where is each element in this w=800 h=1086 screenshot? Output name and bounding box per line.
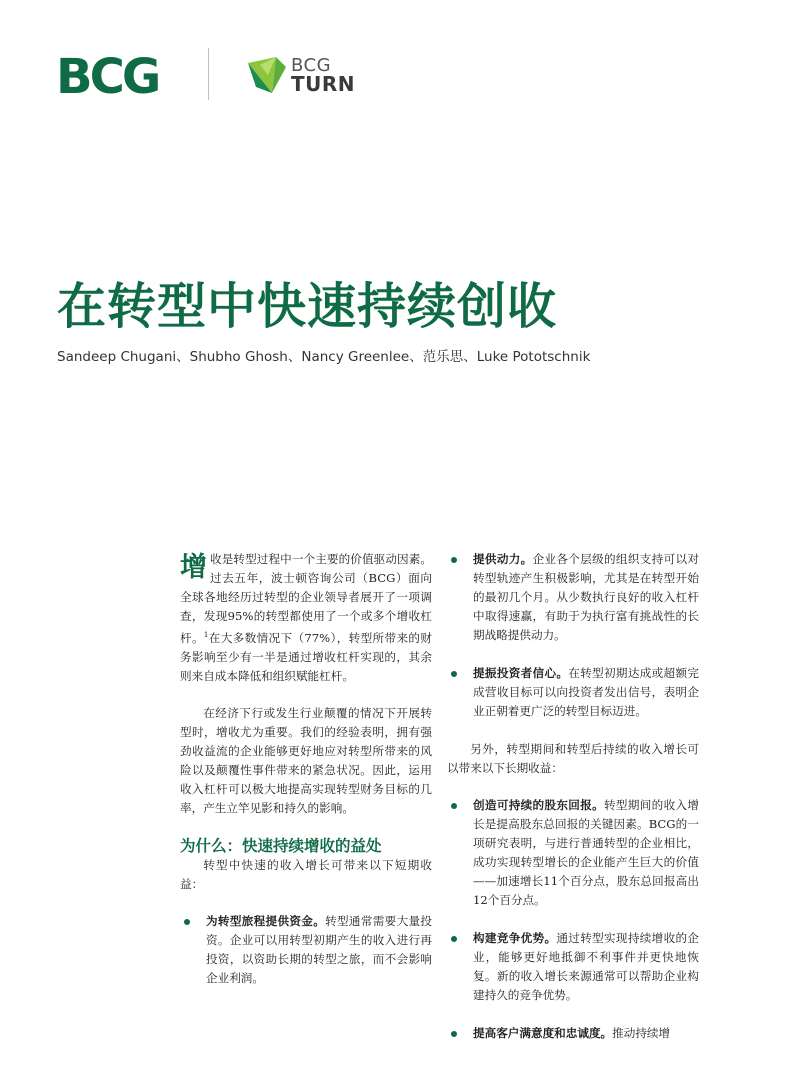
- logo-divider: [208, 48, 209, 100]
- author-list: Sandeep Chugani、Shubho Ghosh、Nancy Greenlee、范乐思、Luke Pototschnik: [57, 349, 591, 365]
- bullet-text: 通过转型实现持续增收的企业，能够更好地抵御不利事件并更快地恢复。新的收入增长来源通常可以帮助企业构建持久的竞争优势。: [473, 931, 699, 1002]
- wordmark-line-bcg: BCG: [291, 55, 332, 76]
- bullet-title: 提供动力。: [473, 552, 533, 566]
- brand-header: [56, 48, 376, 104]
- bullet-title: 为转型旅程提供资金。: [206, 913, 326, 928]
- bullet-text: 转型通常需要大量投资。企业可以用转型初期产生的收入进行再投资，以资助长期的转型之旅，而不会影响企业利润。: [206, 913, 432, 985]
- drop-cap: 增: [180, 552, 207, 583]
- body-paragraph-2: 在经济下行或发生行业颠覆的情况下开展转型时，增收尤为重要。我们的经验表明，拥有强劲收益流的企业能够更好地应对转型所带来的风险以及颠覆性事件带来的紧急状况。因此，运用收入杠杆可以极大地提高实现转型财务目标的几率，产生立竿见影和持久的影响。: [180, 705, 432, 815]
- bullet-item: [447, 796, 699, 910]
- bullet-title: 构建竞争优势。: [473, 931, 557, 945]
- bullet-title: 创造可持续的股东回报。: [473, 798, 605, 812]
- wordmark-line-turn: TURN: [291, 72, 356, 96]
- intro-paragraph: [180, 550, 432, 686]
- bullet-item: [180, 912, 432, 988]
- bcg-logo: BCG: [56, 49, 159, 105]
- bullet-text: 企业各个层级的组织支持可以对转型轨迹产生积极影响，尤其是在转型开始的最初几个月。从少数执行良好的收入杠杆中取得速赢，有助于为执行富有挑战性的长期战略提供动力。: [473, 552, 699, 642]
- footnote-marker: 1: [203, 631, 209, 639]
- bullet-item: [447, 550, 699, 645]
- bullet-text: 在转型初期达成或超额完成营收目标可以向投资者发出信号，表明企业正朝着更广泛的转型目标迈进。: [473, 666, 699, 718]
- bullet-item: [447, 1024, 699, 1043]
- body-paragraph-3: 转型中快速的收入增长可带来以下短期收益：: [180, 857, 432, 891]
- bullet-item: [447, 929, 699, 1005]
- bullet-text: 转型期间的收入增长是提高股东总回报的关键因素。BCG的一项研究表明，与进行普通转型的企业相比，成功实现转型增长的企业能产生巨大的价值——加速增长11个百分点，股东总回报高出12个百分点。: [473, 798, 699, 907]
- section-heading: 为什么：快速持续增收的益处: [180, 835, 382, 855]
- bullet-text: 推动持续增: [612, 1026, 671, 1040]
- intro-text: 收是转型过程中一个主要的价值驱动因素。过去五年，波士顿咨询公司（BCG）面向全球各地经历过转型的企业领导者展开了一项调查，发现95%的转型都使用了一个或多个增收杠杆。: [180, 552, 432, 645]
- intro-text-continued: 在大多数情况下（77%），转型所带来的财务影响至少有一半是通过增收杠杆实现的，其余则来自成本降低和组织赋能杠杆。: [180, 630, 432, 683]
- bcg-turn-emblem-icon: [246, 53, 288, 95]
- bullet-title: 提高客户满意度和忠诚度。: [473, 1026, 613, 1040]
- bullet-item: [447, 664, 699, 721]
- page-title: 在转型中快速持续创收: [57, 277, 558, 335]
- body-paragraph-4: 另外，转型期间和转型后持续的收入增长可以带来以下长期收益：: [447, 742, 699, 775]
- right-column: [447, 550, 699, 1062]
- bullet-title: 提振投资者信心。: [473, 666, 569, 680]
- bcg-turn-wordmark: [291, 56, 355, 94]
- left-column: [180, 550, 432, 1007]
